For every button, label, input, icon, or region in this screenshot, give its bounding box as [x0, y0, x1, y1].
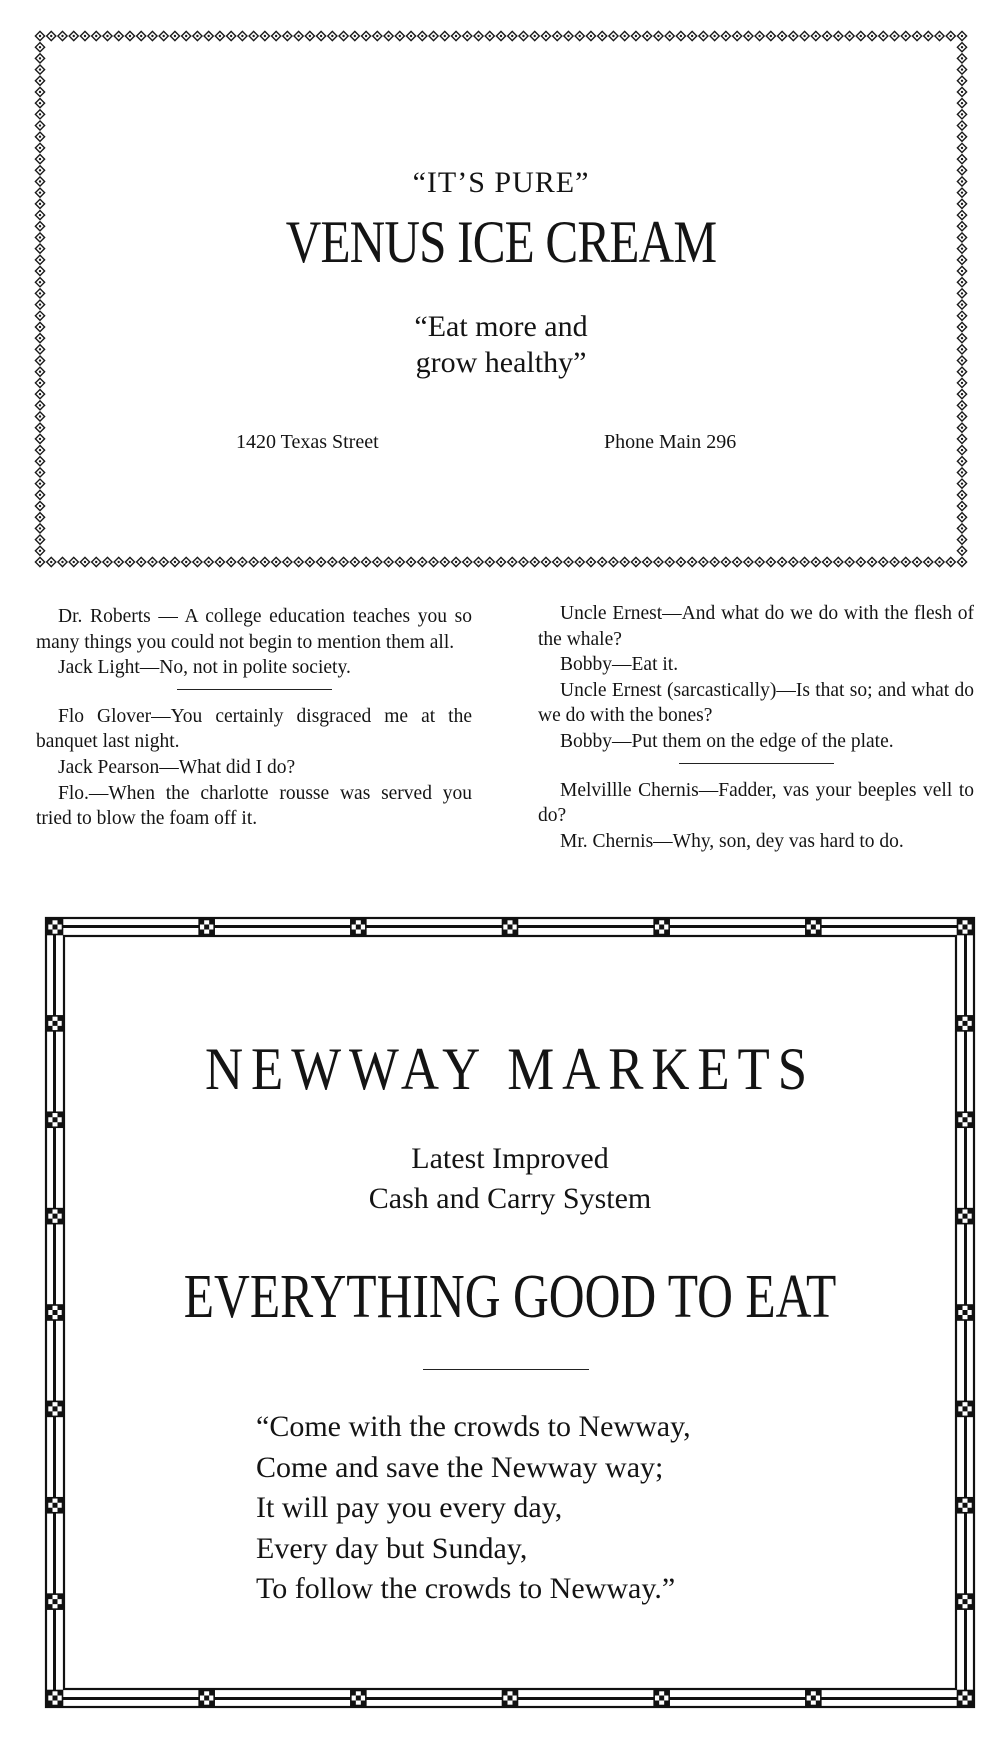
joke-line: Jack Pearson—What did I do? [58, 756, 296, 778]
venus-slogan: “IT’S PURE” [412, 166, 590, 199]
newway-subtitle-line2: Cash and Carry System [368, 1182, 652, 1215]
joke-line: Bobby—Put them on the edge of the plate. [560, 730, 894, 752]
newway-poem [256, 1407, 691, 1610]
joke-line: Flo Glover—You certainly disgraced me at the banquet last night. [36, 705, 472, 753]
joke-line: Bobby—Eat it. [560, 654, 679, 676]
venus-ice-cream-ad [34, 30, 968, 568]
poem-line: “Come with the crowds to Newway, [256, 1410, 691, 1443]
venus-phone: Phone Main 296 [604, 431, 737, 453]
poem-line: Come and save the Newway way; [256, 1450, 664, 1484]
newway-subtitle-line1: Latest Improved [411, 1142, 609, 1175]
divider-rule [423, 1369, 589, 1370]
joke-line: Uncle Ernest—And what do we do with the flesh of the whale? [538, 603, 974, 650]
venus-tagline-line2: grow healthy” [415, 346, 587, 379]
jokes-left-column [36, 604, 472, 832]
poem-line: It will pay you every day, [256, 1491, 563, 1524]
joke-line: Mr. Chernis—Why, son, dey vas hard to do. [560, 830, 904, 852]
diamond-chain-border [34, 30, 968, 568]
joke-line: Dr. Roberts — A college education teaches you so many things you could not begin to mention them all. [36, 606, 472, 653]
joke-line: Jack Light—No, not in polite society. [58, 657, 351, 679]
poem-line: To follow the crowds to Newway.” [256, 1572, 676, 1605]
newway-headline: EVERYTHING GOOD TO EAT [183, 1263, 837, 1331]
newway-markets-ad [38, 910, 982, 1715]
venus-brand-name: VENUS ICE CREAM [285, 209, 717, 275]
poem-line: Every day but Sunday, [256, 1531, 528, 1565]
newway-brand-name: NEWWAY MARKETS [204, 1036, 816, 1102]
divider-rule [679, 763, 834, 764]
joke-line: Melvillle Chernis—Fadder, vas your beeples vell to do? [538, 779, 974, 827]
joke-line: Uncle Ernest (sarcastically)—Is that so; and what do we do with the bones? [538, 679, 974, 727]
venus-tagline-line1: “Eat more and [414, 310, 588, 343]
divider-rule [177, 689, 332, 690]
venus-address: 1420 Texas Street [236, 431, 379, 453]
jokes-right-column [538, 601, 974, 854]
joke-line: Flo.—When the charlotte rousse was served you tried to blow the foam off it. [36, 782, 472, 830]
